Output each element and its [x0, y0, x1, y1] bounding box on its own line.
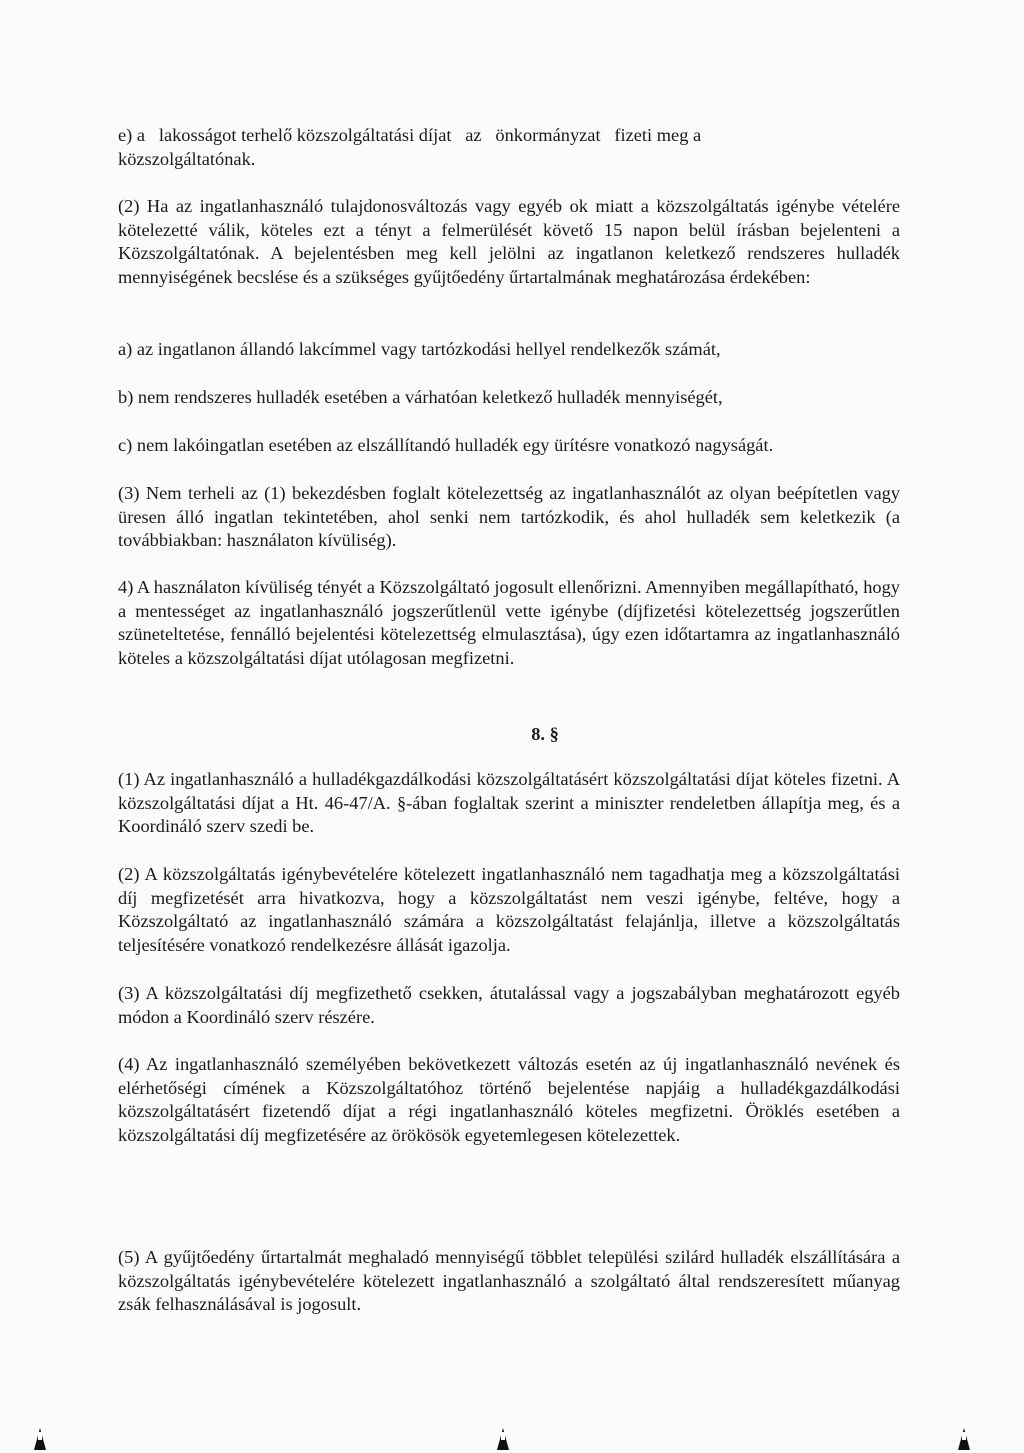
scan-registration-mark-center — [497, 1428, 509, 1450]
paragraph-3: (3) Nem terheli az (1) bekezdésben foglalt kötelezettség az ingatlanhasználót az olyan beépítetlen vagy üresen álló ingatlan tekintetében, ahol senki nem tartózkodik, és ahol hulladék sem keletkezik (a továbbiakban: használaton kívüliség). — [118, 483, 900, 551]
section-8-paragraph-4: (4) Az ingatlanhasználó személyében bekövetkezett változás esetén az új ingatlanhasználó nevének és elérhetőségi címének a Közszolgáltatóhoz történő bejelentése napjáig a hulladékgazdálkodási közszolgáltatásért fizetendő díjat a régi ingatlanhasználó köteles megfizetni. Öröklés esetében a közszolgáltatási díj megfizetésére az örökösök egyetemlegesen kötelezettek. — [118, 1054, 900, 1145]
scan-registration-mark-left — [34, 1428, 46, 1450]
list-item-a: a) az ingatlanon állandó lakcímmel vagy tartózkodási hellyel rendelkezők számát, — [118, 339, 721, 359]
section-8-paragraph-2: (2) A közszolgáltatás igénybevételére kötelezett ingatlanhasználó nem tagadhatja meg a közszolgáltatási díj megfizetését arra hivatkozva, hogy a közszolgáltatást nem veszi igénybe, feltéve, hogy a Közszolgáltató az ingatlanhasználó számára a közszolgáltatást felajánlja, illetve a közszolgáltatás teljesítésére vonatkozó rendelkezésre állását igazolja. — [118, 864, 900, 955]
paragraph-4: 4) A használaton kívüliség tényét a Közszolgáltató jogosult ellenőrizni. Amennyiben megállapítható, hogy a mentességet az ingatlanhasználó jogszerűtlenül vette igénybe (díjfizetési kötelezettség jogszerűtlen szüneteltetése, fennálló bejelentési kötelezettség elmulasztása), úgy ezen időtartamra az ingatlanhasználó köteles a közszolgáltatási díjat utólagosan megfizetni. — [118, 577, 900, 668]
section-8-paragraph-1: (1) Az ingatlanhasználó a hulladékgazdálkodási közszolgáltatásért közszolgáltatási díjat köteles fizetni. A közszolgáltatási díjat a Ht. 46-47/A. §-ában foglaltak szerint a miniszter rendeletben állapítja meg, és a Koordináló szerv szedi be. — [118, 769, 900, 837]
paragraph-e-line1: e) a lakosságot terhelő közszolgáltatási díjat az önkormányzat fizeti meg a — [118, 125, 702, 145]
paragraph-2: (2) Ha az ingatlanhasználó tulajdonosváltozás vagy egyéb ok miatt a közszolgáltatás igénybe vételére kötelezetté válik, köteles ezt a tényt a felmerülését követő 15 napon belül írásban bejelenteni a Közszolgáltatónak. A bejelentésben meg kell jelölni az ingatlanon keletkező rendszeres hulladék mennyiségének becslése és a szükséges gyűjtőedény űrtartalmának meghatározása érdekében: — [118, 196, 900, 287]
scan-registration-mark-right — [958, 1428, 970, 1450]
paragraph-e-line2: közszolgáltatónak. — [118, 149, 256, 169]
section-8-paragraph-3: (3) A közszolgáltatási díj megfizethető csekken, átutalással vagy a jogszabályban meghatározott egyéb módon a Koordináló szerv részére. — [118, 983, 900, 1027]
list-item-c: c) nem lakóingatlan esetében az elszállítandó hulladék egy ürítésre vonatkozó nagyságát. — [118, 435, 774, 455]
section-heading-8: 8. § — [531, 724, 559, 744]
list-item-b: b) nem rendszeres hulladék esetében a várhatóan keletkező hulladék mennyiségét, — [118, 387, 723, 407]
section-8-paragraph-5: (5) A gyűjtőedény űrtartalmát meghaladó mennyiségű többlet települési szilárd hulladék elszállítására a közszolgáltatás igénybevételére kötelezett ingatlanhasználó a szolgáltató által rendszeresített műanyag zsák felhasználásával is jogosult. — [118, 1247, 900, 1315]
